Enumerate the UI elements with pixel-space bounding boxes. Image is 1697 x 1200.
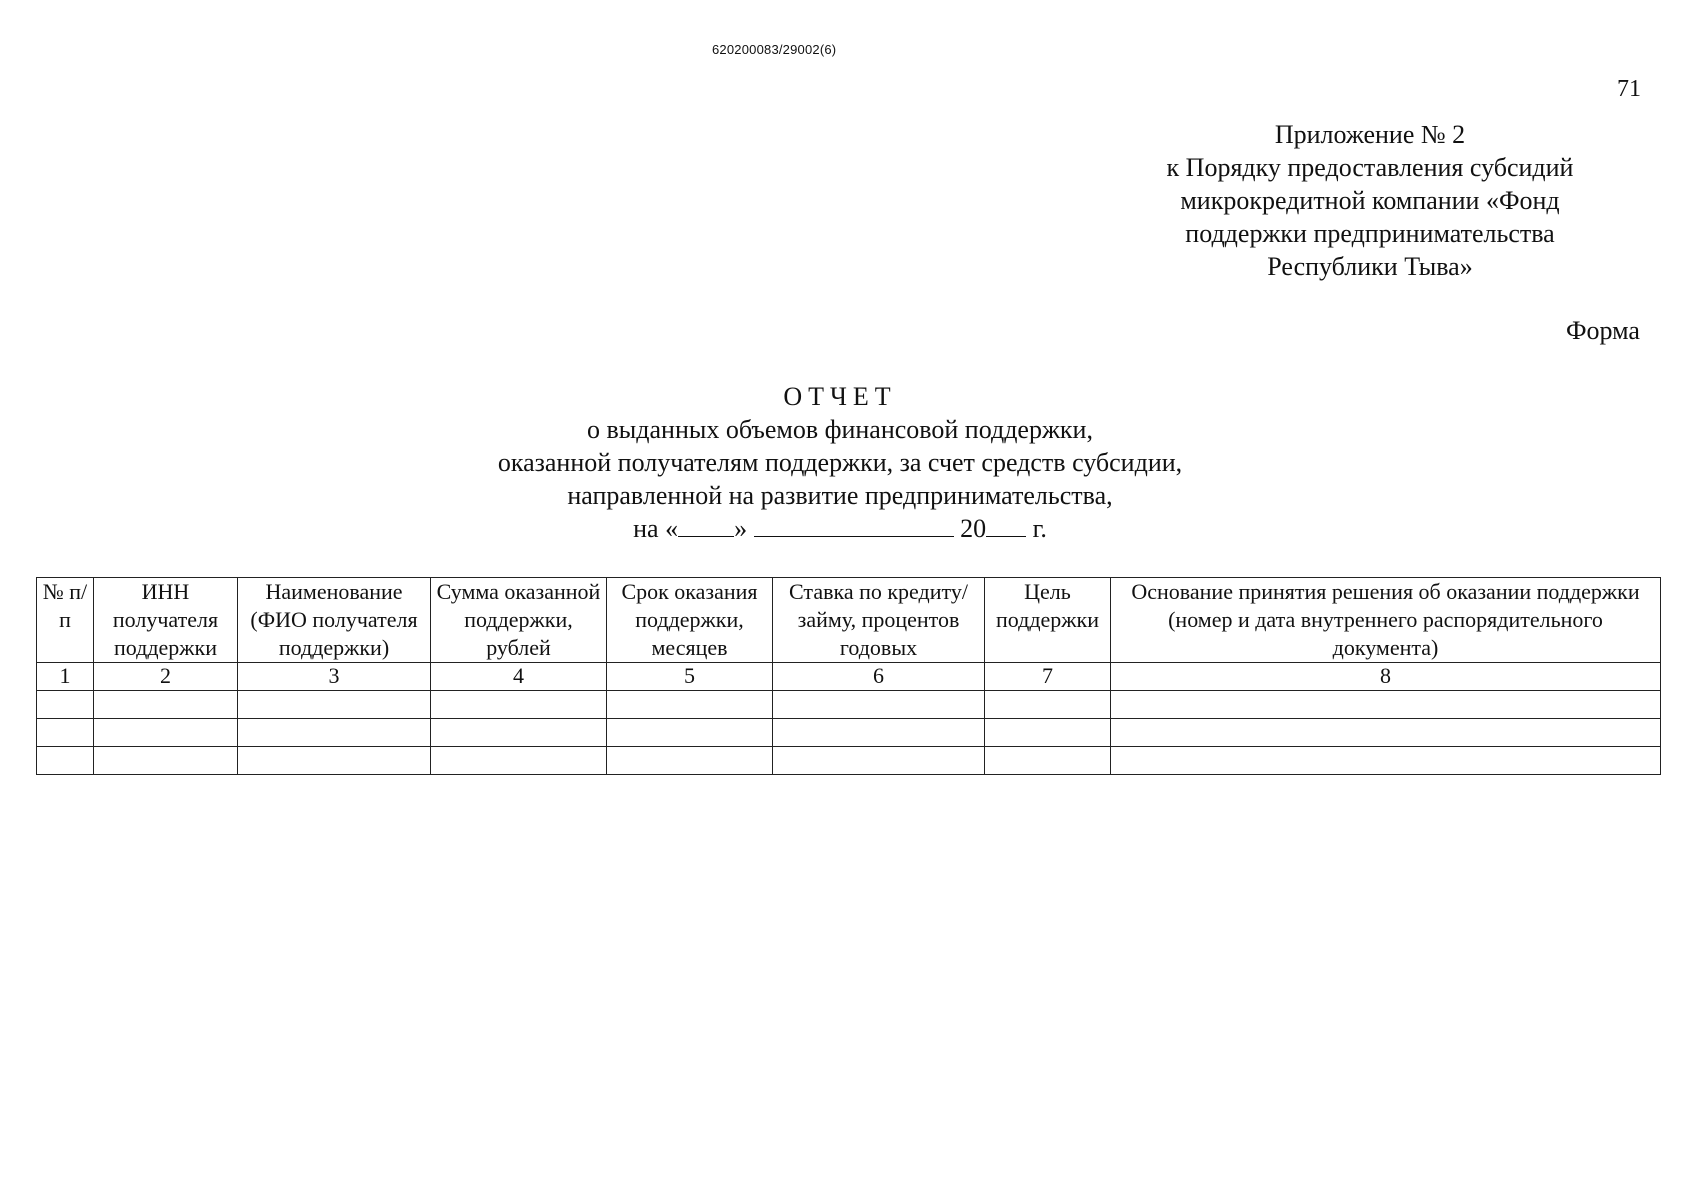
empty-cell[interactable] bbox=[607, 747, 773, 775]
empty-cell[interactable] bbox=[773, 691, 985, 719]
appendix-line: микрокредитной компании «Фонд bbox=[1180, 186, 1560, 215]
empty-cell[interactable] bbox=[985, 747, 1111, 775]
empty-cell[interactable] bbox=[773, 747, 985, 775]
month-blank[interactable] bbox=[754, 514, 954, 537]
page-number: 71 bbox=[1617, 76, 1641, 102]
empty-cell[interactable] bbox=[985, 719, 1111, 747]
empty-cell[interactable] bbox=[1111, 719, 1661, 747]
empty-cell[interactable] bbox=[37, 747, 94, 775]
empty-cell[interactable] bbox=[37, 691, 94, 719]
column-number: 5 bbox=[607, 663, 773, 691]
report-heading: ОТЧЕТ bbox=[783, 382, 897, 411]
column-number: 8 bbox=[1111, 663, 1661, 691]
empty-cell[interactable] bbox=[607, 719, 773, 747]
empty-cell[interactable] bbox=[431, 747, 607, 775]
empty-cell[interactable] bbox=[94, 691, 238, 719]
header-inn: ИНН получателя поддержки bbox=[94, 578, 238, 663]
empty-cell[interactable] bbox=[37, 719, 94, 747]
table-row bbox=[37, 691, 1661, 719]
header-basis: Основание принятия решения об оказании поддержки (номер и дата внутреннего распорядительного документа) bbox=[1111, 578, 1661, 663]
report-title-block bbox=[340, 380, 1340, 545]
date-year-prefix: 20 bbox=[960, 514, 987, 543]
column-number-row bbox=[37, 663, 1661, 691]
empty-cell[interactable] bbox=[1111, 747, 1661, 775]
header-number: № п/п bbox=[37, 578, 94, 663]
header-purpose: Цель поддержки bbox=[985, 578, 1111, 663]
header-name: Наименование (ФИО получателя поддержки) bbox=[238, 578, 431, 663]
appendix-line: Республики Тыва» bbox=[1267, 252, 1473, 281]
column-number: 2 bbox=[94, 663, 238, 691]
column-number: 3 bbox=[238, 663, 431, 691]
appendix-line: к Порядку предоставления субсидий bbox=[1166, 153, 1574, 182]
column-number: 7 bbox=[985, 663, 1111, 691]
report-table bbox=[36, 577, 1661, 775]
column-number: 6 bbox=[773, 663, 985, 691]
empty-cell[interactable] bbox=[607, 691, 773, 719]
column-number: 1 bbox=[37, 663, 94, 691]
empty-cell[interactable] bbox=[773, 719, 985, 747]
appendix-block bbox=[1120, 118, 1620, 283]
header-amount: Сумма оказанной поддержки, рублей bbox=[431, 578, 607, 663]
header-term: Срок оказания поддержки, месяцев bbox=[607, 578, 773, 663]
empty-cell[interactable] bbox=[431, 691, 607, 719]
document-code: 620200083/29002(6) bbox=[712, 42, 837, 57]
year-blank[interactable] bbox=[986, 514, 1026, 537]
empty-cell[interactable] bbox=[1111, 691, 1661, 719]
report-subtitle-line: оказанной получателям поддержки, за счет средств субсидии, bbox=[497, 448, 1183, 477]
table-row bbox=[37, 719, 1661, 747]
empty-cell[interactable] bbox=[985, 691, 1111, 719]
table-row bbox=[37, 747, 1661, 775]
empty-cell[interactable] bbox=[238, 747, 431, 775]
date-mid: » bbox=[734, 514, 748, 543]
date-prefix: на « bbox=[633, 514, 679, 543]
report-subtitle-line: направленной на развитие предпринимательства, bbox=[567, 481, 1113, 510]
empty-cell[interactable] bbox=[238, 719, 431, 747]
appendix-line: Приложение № 2 bbox=[1274, 120, 1466, 149]
report-subtitle-line: о выданных объемов финансовой поддержки, bbox=[587, 415, 1093, 444]
form-label: Форма bbox=[1566, 316, 1640, 345]
appendix-line: поддержки предпринимательства bbox=[1185, 219, 1555, 248]
empty-cell[interactable] bbox=[431, 719, 607, 747]
report-date-line bbox=[340, 512, 1340, 545]
header-rate: Ставка по кредиту/ займу, процентов годовых bbox=[773, 578, 985, 663]
empty-cell[interactable] bbox=[94, 719, 238, 747]
table-header-row bbox=[37, 578, 1661, 663]
day-blank[interactable] bbox=[678, 514, 734, 537]
column-number: 4 bbox=[431, 663, 607, 691]
empty-cell[interactable] bbox=[238, 691, 431, 719]
date-suffix: г. bbox=[1032, 514, 1047, 543]
empty-cell[interactable] bbox=[94, 747, 238, 775]
